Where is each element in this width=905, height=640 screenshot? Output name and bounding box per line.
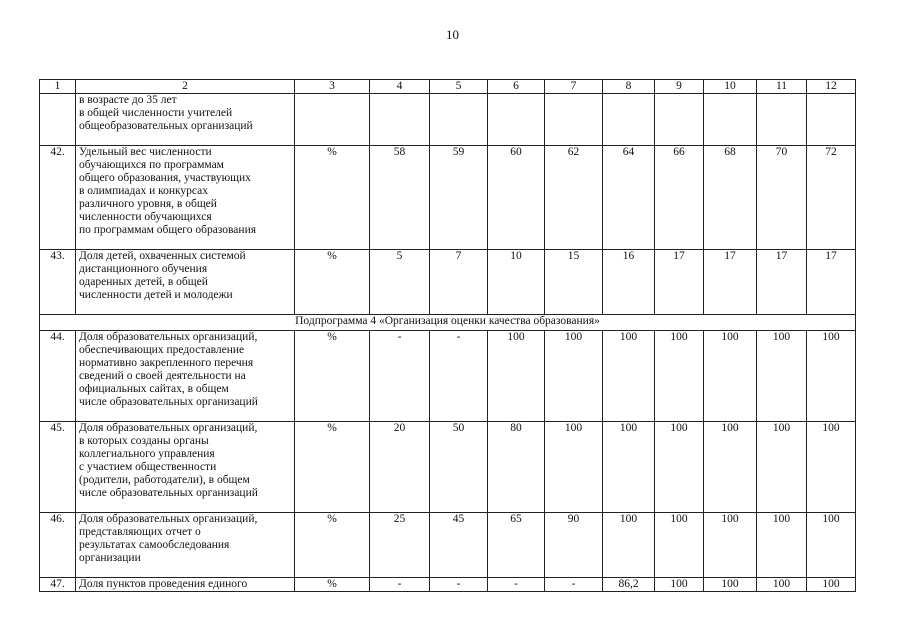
table-row <box>40 146 856 250</box>
value-cell: 50 <box>430 422 488 513</box>
indicator-name-line: в возрасте до 35 лет <box>79 94 177 106</box>
row-number: 43. <box>40 250 76 315</box>
value-cell: 5 <box>370 250 430 315</box>
unit: % <box>295 578 370 592</box>
indicator-name <box>76 94 295 146</box>
value-cell: 100 <box>545 331 603 422</box>
unit: % <box>295 513 370 578</box>
value-cell: 72 <box>807 146 856 250</box>
indicator-name <box>76 250 295 315</box>
value-cell: 17 <box>807 250 856 315</box>
indicator-name <box>76 513 295 578</box>
value-cell <box>807 94 856 146</box>
value-cell: 100 <box>655 422 704 513</box>
value-cell: 100 <box>603 513 655 578</box>
value-cell <box>488 94 545 146</box>
indicator-name-line: численности обучающихся <box>79 211 212 223</box>
value-cell: 100 <box>603 331 655 422</box>
value-cell <box>545 94 603 146</box>
indicator-name-line: в общей численности учителей <box>79 107 233 119</box>
value-cell: 100 <box>655 513 704 578</box>
indicator-name-line: Удельный вес численности <box>79 146 212 158</box>
table-row <box>40 578 856 592</box>
value-cell: 62 <box>545 146 603 250</box>
value-cell: 100 <box>807 513 856 578</box>
row-number: 47. <box>40 578 76 592</box>
indicator-name-line: по программам общего образования <box>79 224 257 236</box>
value-cell: 100 <box>807 422 856 513</box>
indicator-name-line: общего образования, участвующих <box>79 172 251 184</box>
column-number: 8 <box>603 80 655 94</box>
value-cell: - <box>430 578 488 592</box>
table-row <box>40 422 856 513</box>
value-cell: 100 <box>757 578 807 592</box>
value-cell: - <box>545 578 603 592</box>
page-number: 10 <box>446 27 459 42</box>
indicators-table <box>39 79 856 592</box>
value-cell: 86,2 <box>603 578 655 592</box>
column-number: 3 <box>295 80 370 94</box>
table-row <box>40 250 856 315</box>
row-number: 45. <box>40 422 76 513</box>
value-cell: 100 <box>807 578 856 592</box>
indicator-name-line: обучающихся по программам <box>79 159 224 171</box>
value-cell: 10 <box>488 250 545 315</box>
subprogram-header-row <box>40 315 856 331</box>
unit: % <box>295 331 370 422</box>
indicator-name-line: различного уровня, в общей <box>79 198 217 210</box>
column-number: 2 <box>76 80 295 94</box>
indicator-name-line: Доля пунктов проведения единого <box>79 578 248 590</box>
value-cell <box>704 94 757 146</box>
value-cell <box>430 94 488 146</box>
indicator-name <box>76 146 295 250</box>
value-cell <box>655 94 704 146</box>
value-cell: - <box>370 578 430 592</box>
indicator-name-line: (родители, работодатели), в общем <box>79 474 250 486</box>
indicator-name-line: результатах самообследования <box>79 539 230 551</box>
value-cell: 100 <box>704 331 757 422</box>
subprogram-title: Подпрограмма 4 «Организация оценки качества образования» <box>40 315 856 331</box>
indicator-name-line: организации <box>79 552 141 564</box>
column-number: 5 <box>430 80 488 94</box>
indicator-name <box>76 578 295 592</box>
value-cell <box>757 94 807 146</box>
value-cell: 60 <box>488 146 545 250</box>
row-number <box>40 94 76 146</box>
value-cell: 59 <box>430 146 488 250</box>
value-cell: 100 <box>655 331 704 422</box>
indicator-name-line: нормативно закрепленного перечня <box>79 357 254 369</box>
value-cell: 70 <box>757 146 807 250</box>
column-number: 6 <box>488 80 545 94</box>
value-cell: 64 <box>603 146 655 250</box>
value-cell <box>370 94 430 146</box>
value-cell: 100 <box>757 331 807 422</box>
value-cell: 25 <box>370 513 430 578</box>
value-cell: - <box>488 578 545 592</box>
indicator-name-line: Доля образовательных организаций, <box>79 331 258 343</box>
row-number: 46. <box>40 513 76 578</box>
value-cell: 100 <box>704 578 757 592</box>
indicator-name-line: дистанционного обучения <box>79 263 208 275</box>
indicator-name-line: представляющих отчет о <box>79 526 201 538</box>
value-cell: 100 <box>603 422 655 513</box>
indicator-name-line: с участием общественности <box>79 461 217 473</box>
indicator-name <box>76 422 295 513</box>
column-numbers-row <box>40 80 856 94</box>
indicator-name-line: численности детей и молодежи <box>79 289 233 301</box>
indicator-name-line: Доля детей, охваченных системой <box>79 250 246 262</box>
indicator-name-line: в олимпиадах и конкурсах <box>79 185 209 197</box>
table-row <box>40 331 856 422</box>
indicator-name-line: общеобразовательных организаций <box>79 120 253 132</box>
row-number: 42. <box>40 146 76 250</box>
column-number: 1 <box>40 80 76 94</box>
unit: % <box>295 422 370 513</box>
value-cell: 7 <box>430 250 488 315</box>
column-number: 10 <box>704 80 757 94</box>
value-cell: 65 <box>488 513 545 578</box>
value-cell: 17 <box>655 250 704 315</box>
value-cell: 100 <box>704 513 757 578</box>
value-cell: 68 <box>704 146 757 250</box>
value-cell: 90 <box>545 513 603 578</box>
indicator-name-line: числе образовательных организаций <box>79 487 258 499</box>
value-cell <box>603 94 655 146</box>
value-cell: 15 <box>545 250 603 315</box>
indicator-name-line: коллегиального управления <box>79 448 215 460</box>
indicator-name-line: одаренных детей, в общей <box>79 276 208 288</box>
row-number: 44. <box>40 331 76 422</box>
value-cell: 66 <box>655 146 704 250</box>
unit: % <box>295 250 370 315</box>
unit: % <box>295 146 370 250</box>
value-cell: 17 <box>757 250 807 315</box>
indicator-name-line: Доля образовательных организаций, <box>79 422 258 434</box>
value-cell: 16 <box>603 250 655 315</box>
value-cell: 100 <box>704 422 757 513</box>
indicator-name-line: числе образовательных организаций <box>79 396 258 408</box>
value-cell: 100 <box>757 513 807 578</box>
value-cell: 80 <box>488 422 545 513</box>
indicator-name-line: Доля образовательных организаций, <box>79 513 258 525</box>
indicator-name-line: сведений о своей деятельности на <box>79 370 246 382</box>
value-cell: 100 <box>757 422 807 513</box>
column-number: 7 <box>545 80 603 94</box>
indicator-name <box>76 331 295 422</box>
column-number: 12 <box>807 80 856 94</box>
unit <box>295 94 370 146</box>
column-number: 4 <box>370 80 430 94</box>
value-cell: 100 <box>545 422 603 513</box>
value-cell: 100 <box>807 331 856 422</box>
value-cell: - <box>430 331 488 422</box>
value-cell: 100 <box>488 331 545 422</box>
value-cell: 100 <box>655 578 704 592</box>
indicator-name-line: в которых созданы органы <box>79 435 209 447</box>
indicator-name-line: обеспечивающих предоставление <box>79 344 245 356</box>
indicator-name-line: официальных сайтах, в общем <box>79 383 229 395</box>
column-number: 11 <box>757 80 807 94</box>
table-row <box>40 513 856 578</box>
column-number: 9 <box>655 80 704 94</box>
table-row <box>40 94 856 146</box>
value-cell: 58 <box>370 146 430 250</box>
value-cell: - <box>370 331 430 422</box>
value-cell: 20 <box>370 422 430 513</box>
value-cell: 45 <box>430 513 488 578</box>
value-cell: 17 <box>704 250 757 315</box>
